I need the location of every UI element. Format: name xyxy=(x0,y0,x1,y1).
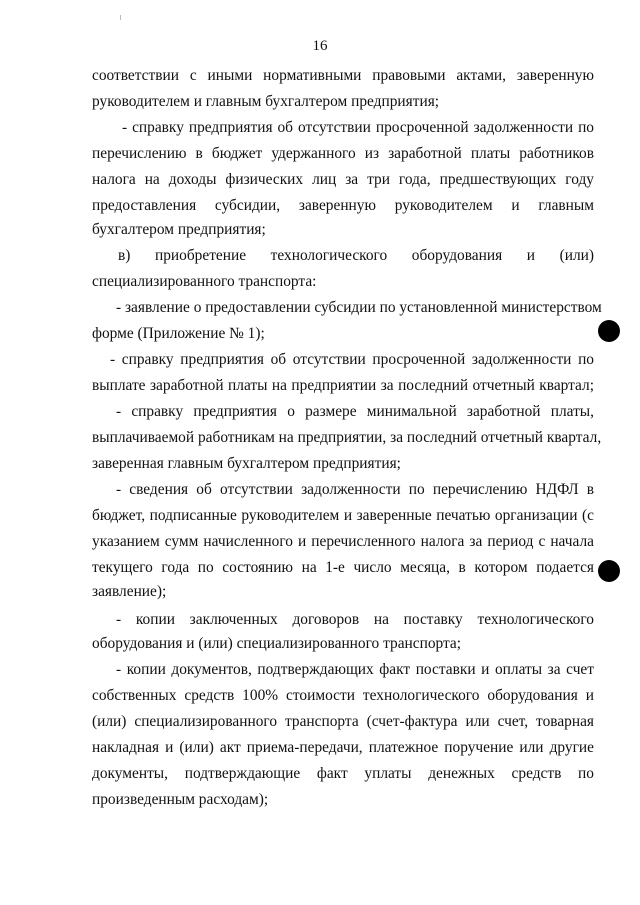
punch-hole-mark xyxy=(598,560,620,582)
text-line: перечислению в бюджет удержанного из заработной платы работников xyxy=(92,145,594,162)
text-line: указанием сумм начисленного и перечисленного налога за период с начала xyxy=(92,533,594,550)
text-line: - справку предприятия об отсутствии просроченной задолженности по xyxy=(110,351,594,368)
punch-hole-mark xyxy=(598,320,620,342)
text-line: заверенная главным бухгалтером предприятия; xyxy=(92,455,401,472)
text-line: руководителем и главным бухгалтером предприятия; xyxy=(92,93,440,110)
text-line: - справку предприятия о размере минимальной заработной платы, xyxy=(116,403,594,420)
text-line: текущего года по состоянию на 1-е число месяца, в котором подается xyxy=(92,559,594,576)
text-line: (или) специализированного транспорта (счет-фактура или счет, товарная xyxy=(92,713,594,730)
text-line: заявление); xyxy=(92,583,167,600)
text-line: накладная и (или) акт приема-передачи, платежное поручение или другие xyxy=(92,739,594,756)
text-line: специализированного транспорта: xyxy=(92,273,317,290)
text-line: бухгалтером предприятия; xyxy=(92,221,266,238)
text-line: выплачиваемой работникам на предприятии, за последний отчетный квартал, xyxy=(92,429,602,446)
text-line: собственных средств 100% стоимости технологического оборудования и xyxy=(92,687,594,704)
scan-mark xyxy=(120,15,121,20)
text-line: - копии документов, подтверждающих факт поставки и оплаты за счет xyxy=(116,661,594,678)
text-line: документы, подтверждающие факт уплаты денежных средств по xyxy=(92,765,594,782)
text-line: форме (Приложение № 1); xyxy=(92,325,265,342)
text-line: предоставления субсидии, заверенную руководителем и главным xyxy=(92,197,594,214)
text-line: произведенным расходам); xyxy=(92,791,269,808)
text-line: - заявление о предоставлении субсидии по установленной министерством xyxy=(116,299,602,316)
text-line: выплате заработной платы на предприятии за последний отчетный квартал; xyxy=(92,377,594,394)
text-line: оборудования и (или) специализированного транспорта; xyxy=(92,635,462,652)
text-line: - сведения об отсутствии задолженности по перечислению НДФЛ в xyxy=(116,481,594,498)
text-line: - копии заключенных договоров на поставку технологического xyxy=(116,611,594,628)
text-line: - справку предприятия об отсутствии просроченной задолженности по xyxy=(122,119,594,136)
text-line: соответствии с иными нормативными правовыми актами, заверенную xyxy=(92,67,594,84)
page-number: 16 xyxy=(312,38,328,54)
text-line: налога на доходы физических лиц за три года, предшествующих году xyxy=(92,171,594,188)
text-line: в) приобретение технологического оборудования и (или) xyxy=(118,247,594,264)
text-line: бюджет, подписанные руководителем и заверенные печатью организации (с xyxy=(92,507,594,524)
